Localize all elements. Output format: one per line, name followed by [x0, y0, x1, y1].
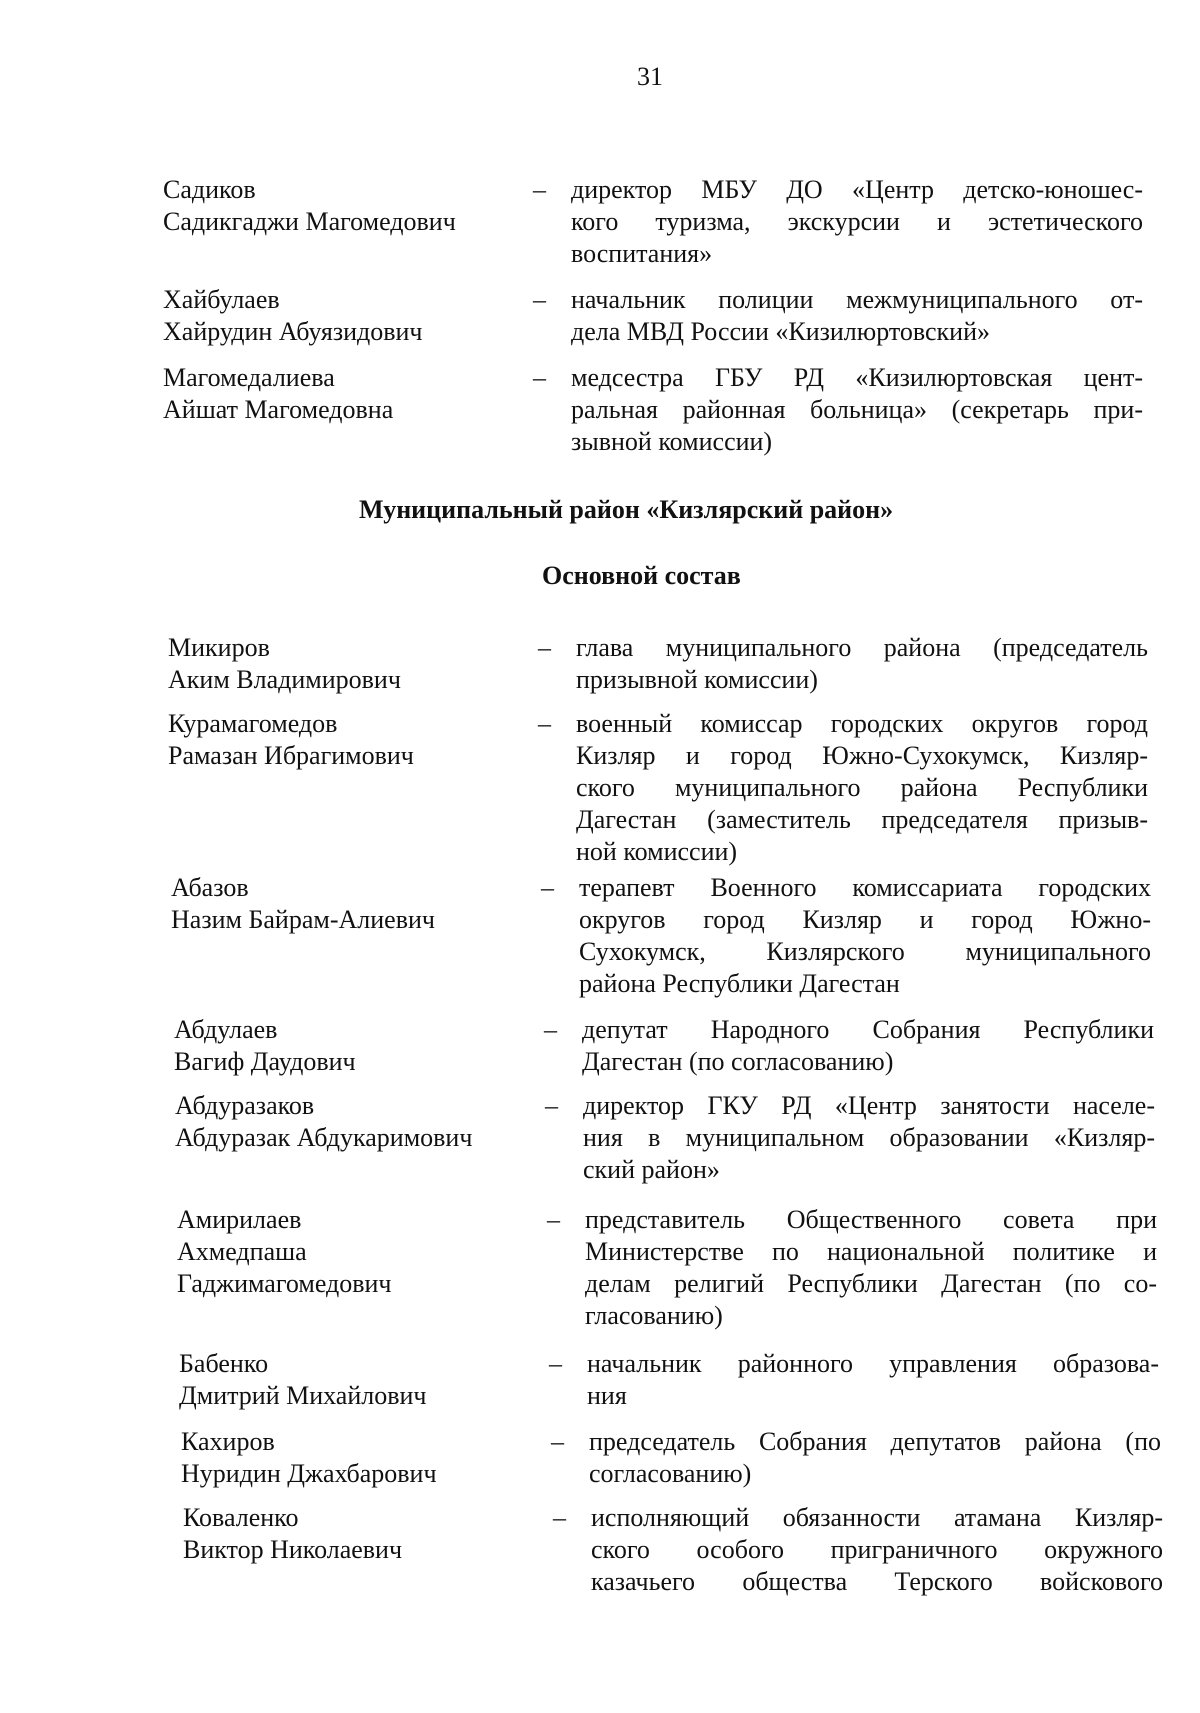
member-role: представитель Общественного совета при Министерстве по национальной политике и делам религий Республики Дагестан (по со- гласованию) [585, 1205, 1157, 1330]
member-name: Коваленко Виктор Николаевич [183, 1503, 403, 1564]
member-entry [168, 632, 1148, 696]
member-entry [163, 362, 1143, 458]
member-role: терапевт Военного комиссариата городских округов город Кизляр и город Южно- Сухокумск, Кизлярского муниципального района Республики Дагестан [579, 873, 1151, 998]
dash: – [553, 1503, 566, 1532]
dash: – [538, 709, 551, 738]
member-role: начальник полиции межмуниципального от- дела МВД России «Кизилюртовский» [571, 285, 1143, 346]
dash: – [549, 1349, 562, 1378]
member-entry [171, 872, 1151, 1000]
member-role: директор МБУ ДО «Центр детско-юношес- кого туризма, экскурсии и эстетического воспитания» [571, 175, 1143, 268]
dash: – [551, 1427, 564, 1456]
member-entry [179, 1348, 1159, 1412]
member-name: Кахиров Нуридин Джахбарович [181, 1427, 437, 1488]
member-role: медсестра ГБУ РД «Кизилюртовская цент- ральная районная больница» (секретарь при- зывной комиссии) [571, 363, 1143, 456]
member-entry [181, 1426, 1161, 1490]
member-entry [177, 1204, 1157, 1332]
member-entry [175, 1090, 1155, 1186]
district-title: Муниципальный район «Кизлярский район» [359, 495, 894, 524]
dash: – [538, 633, 551, 662]
member-name: Бабенко Дмитрий Михайлович [179, 1349, 427, 1410]
member-role: депутат Народного Собрания Республики Дагестан (по согласованию) [582, 1015, 1154, 1076]
member-name: Абазов Назим Байрам-Алиевич [171, 873, 435, 934]
member-name: Амирилаев Ахмедпаша Гаджимагомедович [177, 1205, 392, 1298]
member-name: Хайбулаев Хайрудин Абуязидович [163, 285, 423, 346]
dash: – [544, 1015, 557, 1044]
member-role: директор ГКУ РД «Центр занятости населе- ния в муниципальном образовании «Кизляр- ский район» [583, 1091, 1155, 1184]
member-entry [168, 708, 1148, 868]
page-number: 31 [637, 62, 663, 91]
dash: – [545, 1091, 558, 1120]
member-role: исполняющий обязанности атамана Кизляр- ского особого приграничного окружного казачьего общества Терского войскового [591, 1503, 1163, 1596]
member-role: глава муниципального района (председатель призывной комиссии) [576, 633, 1148, 694]
member-role: начальник районного управления образова- ния [587, 1349, 1159, 1410]
member-name: Абдулаев Вагиф Даудович [174, 1015, 356, 1076]
dash: – [533, 175, 546, 204]
dash: – [541, 873, 554, 902]
dash: – [533, 363, 546, 392]
member-entry [183, 1502, 1163, 1598]
member-entry [163, 174, 1143, 270]
composition-title: Основной состав [542, 561, 741, 590]
member-entry [174, 1014, 1154, 1078]
member-role: председатель Собрания депутатов района (по согласованию) [589, 1427, 1161, 1488]
member-name: Абдуразаков Абдуразак Абдукаримович [175, 1091, 473, 1152]
member-entry [163, 284, 1143, 348]
member-role: военный комиссар городских округов город Кизляр и город Южно-Сухокумск, Кизляр- ского муниципального района Республики Дагестан (заместитель председателя призыв- ной комиссии) [576, 709, 1148, 866]
member-name: Магомедалиева Айшат Магомедовна [163, 363, 394, 424]
dash: – [533, 285, 546, 314]
dash: – [547, 1205, 560, 1234]
member-name: Курамагомедов Рамазан Ибрагимович [168, 709, 414, 770]
member-name: Микиров Аким Владимирович [168, 633, 401, 694]
member-name: Садиков Садикгаджи Магомедович [163, 175, 456, 236]
